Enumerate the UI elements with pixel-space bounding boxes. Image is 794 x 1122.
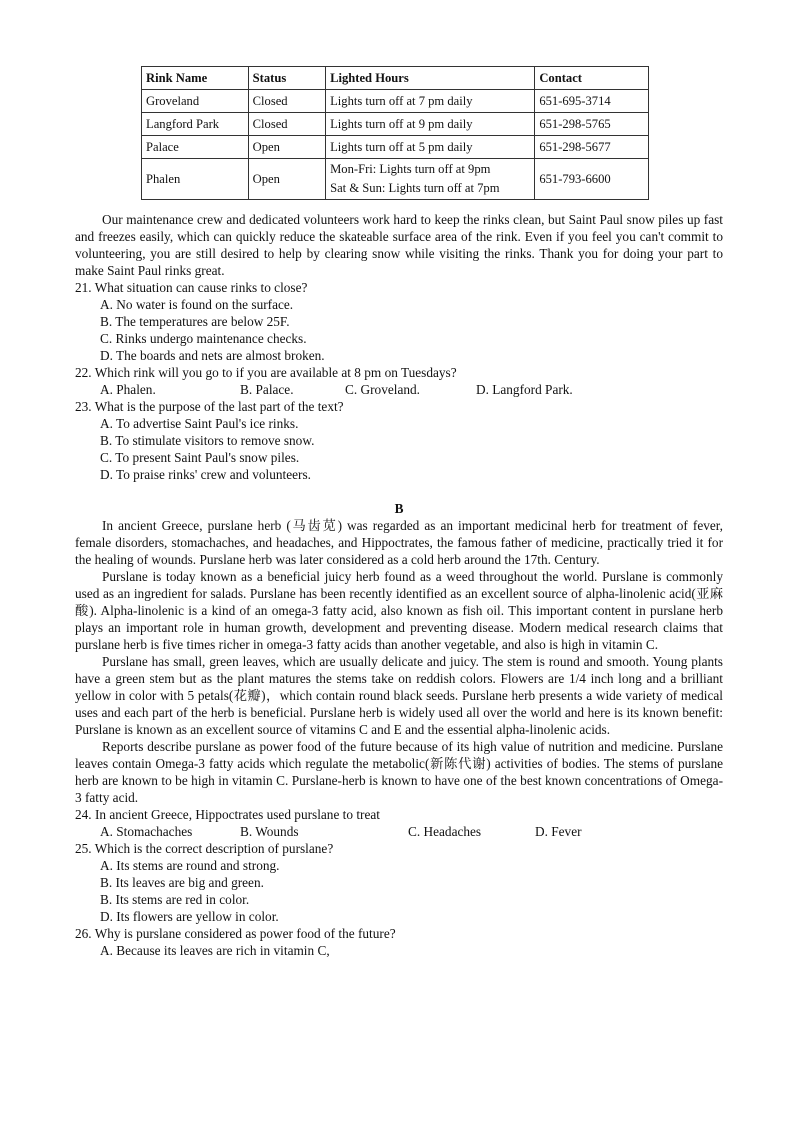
- rink-name: Palace: [142, 136, 249, 159]
- section-a-paragraph: Our maintenance crew and dedicated volunteers work hard to keep the rinks clean, but Saint Paul snow piles up fast and freezes easily, which can quickly reduce the skateable surface area of the rink. Even if you feel you can't commit to volunteering, you are still desired to help by clearing snow while visiting the rinks. Thank you for doing your part to make Saint Paul rinks great.: [75, 212, 723, 278]
- option-b: B. The temperatures are below 25F.: [100, 314, 290, 329]
- question-stem: 22. Which rink will you go to if you are available at 8 pm on Tuesdays?: [75, 365, 457, 380]
- options-row: [75, 823, 723, 840]
- option-a: A. Stomachaches: [100, 824, 193, 839]
- option-a: A. Phalen.: [100, 382, 156, 397]
- rink-contact: 651-793-6600: [535, 159, 649, 200]
- option-b: B. To stimulate visitors to remove snow.: [100, 433, 315, 448]
- rink-contact: 651-298-5677: [535, 136, 649, 159]
- option-c: B. Its stems are red in color.: [100, 892, 250, 907]
- question-25: [75, 840, 723, 925]
- section-b-paragraph-1: In ancient Greece, purslane herb (马齿苋) was regarded as an important medicinal herb for treatment of fever, female disorders, stomachaches, and headaches, and Hippoctrates, the famous father of medicine, practically tried it for the healing of wounds. Purslane herb was later considered as a cold herb around the 17th. Century.: [75, 518, 723, 567]
- rink-hours: Lights turn off at 5 pm daily: [326, 136, 535, 159]
- header-contact: Contact: [535, 67, 649, 90]
- header-status: Status: [248, 67, 325, 90]
- rink-contact: 651-298-5765: [535, 113, 649, 136]
- section-spacer: [75, 483, 723, 500]
- rink-status: Open: [248, 136, 325, 159]
- rink-hours-weekday: Mon-Fri: Lights turn off at 9pm: [330, 162, 491, 176]
- option-d: D. Fever: [535, 824, 582, 839]
- option-b: B. Palace.: [240, 382, 294, 397]
- rink-hours: Lights turn off at 7 pm daily: [326, 90, 535, 113]
- document-body: [75, 211, 723, 959]
- question-stem: 23. What is the purpose of the last part of the text?: [75, 399, 344, 414]
- option-d: D. Langford Park.: [476, 382, 573, 397]
- question-stem: 24. In ancient Greece, Hippoctrates used purslane to treat: [75, 807, 380, 822]
- option-a: A. Because its leaves are rich in vitamin C,: [100, 943, 330, 958]
- option-c: C. To present Saint Paul's snow piles.: [100, 450, 300, 465]
- question-stem: 21. What situation can cause rinks to close?: [75, 280, 308, 295]
- rink-name: Phalen: [142, 159, 249, 200]
- option-a: A. No water is found on the surface.: [100, 297, 294, 312]
- rink-hours: [326, 159, 535, 200]
- option-c: C. Rinks undergo maintenance checks.: [100, 331, 307, 346]
- option-c: C. Groveland.: [345, 382, 420, 397]
- rink-contact: 651-695-3714: [535, 90, 649, 113]
- option-d: D. Its flowers are yellow in color.: [100, 909, 279, 924]
- section-b-paragraph-2: Purslane is today known as a beneficial juicy herb found as a weed throughout the world. Purslane is commonly used as an ingredient for salads. Purslane has been recently identified as an excellent source of alpha-linolenic acid(亚麻酸). Alpha-linolenic is a kind of an omega-3 fatty acid, also known as fish oil. This important content in purslane herb plays an important role in human growth, development and preventing disease. Modern medical research claims that purslane herb is five times richer in omega-3 fatty acids than another vegetable, and also is high in vitamin C.: [75, 569, 723, 652]
- table-row: [142, 136, 649, 159]
- option-b: B. Wounds: [240, 824, 299, 839]
- question-21: [75, 279, 723, 364]
- rink-name: Groveland: [142, 90, 249, 113]
- option-a: A. To advertise Saint Paul's ice rinks.: [100, 416, 299, 431]
- rink-hours-weekend: Sat & Sun: Lights turn off at 7pm: [330, 181, 500, 195]
- options-row: [75, 381, 723, 398]
- rink-status: Open: [248, 159, 325, 200]
- question-26: [75, 925, 723, 959]
- rink-hours: Lights turn off at 9 pm daily: [326, 113, 535, 136]
- option-b: B. Its leaves are big and green.: [100, 875, 264, 890]
- option-a: A. Its stems are round and strong.: [100, 858, 280, 873]
- rink-status: Closed: [248, 113, 325, 136]
- option-c: C. Headaches: [408, 824, 482, 839]
- question-stem: 26. Why is purslane considered as power food of the future?: [75, 926, 396, 941]
- question-24: [75, 806, 723, 840]
- question-22: [75, 364, 723, 398]
- rink-table: [141, 66, 649, 200]
- section-b-title: B: [394, 501, 404, 516]
- table-row: [142, 113, 649, 136]
- rink-status: Closed: [248, 90, 325, 113]
- table-row: [142, 159, 649, 200]
- section-b-paragraph-4: Reports describe purslane as power food of the future because of its high value of nutrition and medicine. Purslane leaves contain Omega-3 fatty acids which regulate the metabolic(新陈代谢) activities of bodies. The stems of purslane herb are known to be high in vitamin C. Purslane-herb is known to have one of the best known concentrations of Omega-3 fatty acid.: [75, 739, 723, 805]
- rink-table-container: [141, 66, 649, 200]
- header-rink-name: Rink Name: [142, 67, 249, 90]
- question-23: [75, 398, 723, 483]
- table-row: [142, 90, 649, 113]
- rink-name: Langford Park: [142, 113, 249, 136]
- option-d: D. To praise rinks' crew and volunteers.: [100, 467, 311, 482]
- table-header-row: [142, 67, 649, 90]
- question-stem: 25. Which is the correct description of purslane?: [75, 841, 334, 856]
- section-b-paragraph-3: Purslane has small, green leaves, which are usually delicate and juicy. The stem is round and smooth. Young plants have a green stem but as the plant matures the stems take on reddish colors. Flowers are 1/4 inch long and a brilliant yellow in color with 5 petals(花瓣)，which contain round black seeds. Purslane herb presents a wide variety of medical uses and each part of the herb is beneficial. Purslane herb is widely used all over the world and here is its known benefit: Purslane is known as an excellent source of vitamins C and E and the essential alpha-linolenic acids.: [75, 654, 723, 737]
- header-lighted-hours: Lighted Hours: [326, 67, 535, 90]
- option-d: D. The boards and nets are almost broken.: [100, 348, 325, 363]
